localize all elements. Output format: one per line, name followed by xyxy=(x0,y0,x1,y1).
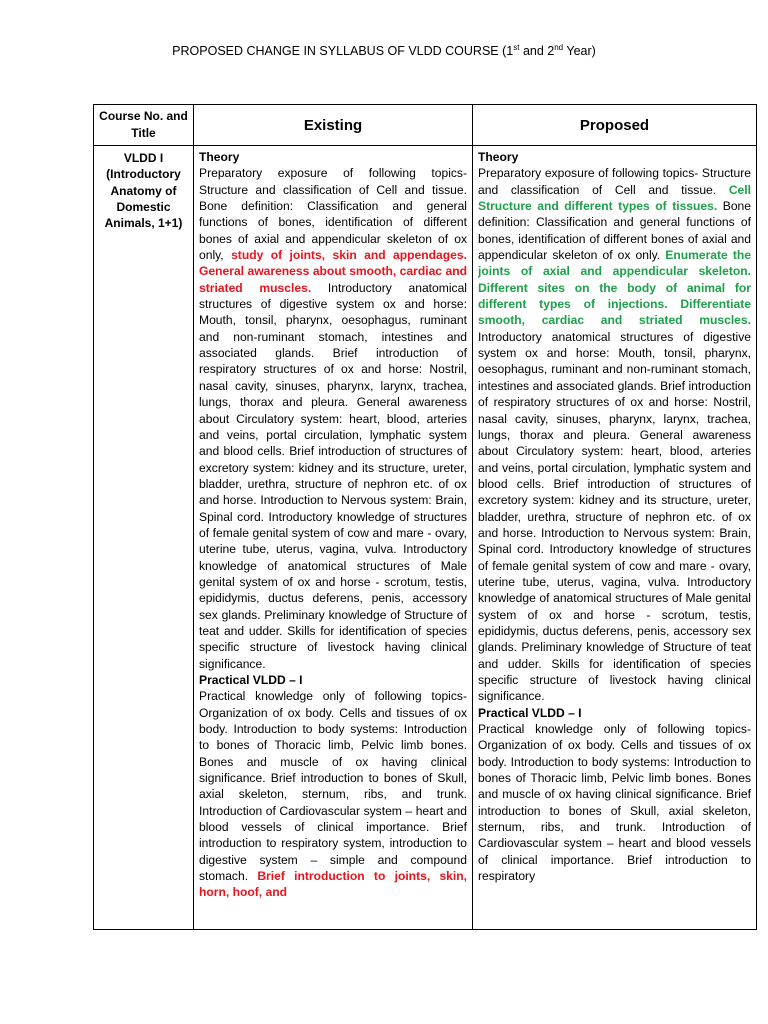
header-proposed: Proposed xyxy=(473,105,757,146)
header-course: Course No. and Title xyxy=(94,105,194,146)
existing-cell xyxy=(194,146,473,930)
existing-practical-highlight: Brief introduction to joints, skin, horn, hoof, and xyxy=(199,869,467,900)
existing-theory-highlight: study of joints, skin and appendages. General awareness about smooth, cardiac and striated muscles. xyxy=(199,248,467,295)
header-row xyxy=(94,105,757,146)
page-title: PROPOSED CHANGE IN SYLLABUS OF VLDD COURSE (1st and 2nd Year) xyxy=(172,43,596,59)
proposed-practical-text: Practical knowledge only of following topics- Organization of ox body. Cells and tissues of ox body. Introduction to body systems: Introduction to bones of Thoracic limb, Pelvic limb bones. Bones and muscle of ox having clinical significance. Brief introduction to bones of Skull, axial skeleton, sternum, ribs, and trunk. Introduction of Cardiovascular system – heart and blood vessels of clinical importance. Brief introduction to respiratory xyxy=(478,722,751,884)
existing-theory-text: Preparatory exposure of following topics- Structure and classification of Cell and tissue. Bone definition: Classification and general functions of bones, identification of different bones of axial and appendicular skeleton of ox only, study of joints, skin and appendages. General awareness about smooth, cardiac and striated muscles. Introductory anatomical structures of digestive system ox and horse: Mouth, tonsil, pharynx, oesophagus, ruminant and non-ruminant stomach, intestines and associated glands. Brief introduction of respiratory structures of ox and horse: Nostril, nasal cavity, sinuses, pharynx, larynx, trachea, lungs, thorax and pleura. General awareness about Circulatory system: heart, blood, arteries and veins, portal circulation, lymphatic system and blood cells. Brief introduction of structures of excretory system: kidney and its structure, ureter, bladder, urethra, structure of nephron etc. of ox and horse. Introduction to Nervous system: Brain, Spinal cord. Introductory knowledge of structures of female genital system of cow and mare - ovary, uterine tube, uterus, vagina, vulva. Introductory knowledge of anatomical structures of Male genital system of ox and horse - scrotum, testis, epididymis, ductus deferens, penis, accessory sex glands. Preliminary knowledge of Structure of teat and udder. Skills for identification of species specific structure of livestock having clinical significance. xyxy=(199,166,467,671)
course-title: VLDD I (Introductory Anatomy of Domestic Animals, 1+1) xyxy=(94,146,194,930)
header-existing: Existing xyxy=(194,105,473,146)
existing-practical-text: Practical knowledge only of following topics- Organization of ox body. Cells and tissues of ox body. Introduction to body systems: Introduction to bones of Thoracic limb, Pelvic limb bones. Bones and muscle of ox having clinical significance. Brief introduction to bones of Skull, axial skeleton, sternum, ribs, and trunk. Introduction of Cardiovascular system – heart and blood vessels of clinical importance. Brief introduction to respiratory system, introduction to digestive system – simple and compound stomach. Brief introduction to joints, skin, horn, hoof, and xyxy=(199,689,467,900)
proposed-practical-heading: Practical VLDD – I xyxy=(478,705,582,720)
proposed-theory-heading: Theory xyxy=(478,150,519,164)
proposed-theory-text: Preparatory exposure of following topics- Structure and classification of Cell and tissue. Cell Structure and different types of tissues. Bone definition: Classification and general functions of bones, identification of different bones of axial and appendicular skeleton of ox only. Enumerate the joints of axial and appendicular skeleton. Different sites on the body of animal for different types of injections. Differentiate smooth, cardiac and striated muscles. Introductory anatomical structures of digestive system ox and horse: Mouth, tonsil, pharynx, oesophagus, ruminant and non-ruminant stomach, intestines and associated glands. Brief introduction of respiratory structures of ox and horse: Nostril, nasal cavity, sinuses, pharynx, larynx, trachea, lungs, thorax and pleura. General awareness about Circulatory system: heart, blood, arteries and veins, portal circulation, lymphatic system and blood cells. Brief introduction of structures of excretory system: kidney and its structure, ureter, bladder, urethra, structure of nephron etc. of ox and horse. Introduction to Nervous system: Brain, Spinal cord. Introductory knowledge of structures of female genital system of cow and mare - ovary, uterine tube, uterus, vagina, vulva. Introductory knowledge of anatomical structures of Male genital system of ox and horse - scrotum, testis, epididymis, ductus deferens, penis, accessory sex glands. Preliminary knowledge of Structure of teat and udder. Skills for identification of species specific structure of livestock having clinical significance. xyxy=(478,166,751,704)
proposed-theory-highlight-2: Enumerate the joints of axial and appendicular skeleton. Different sites on the body of animal for different types of injections. Differentiate smooth, cardiac and striated muscles. xyxy=(478,248,751,328)
proposed-theory-highlight-1: Cell Structure and different types of tissues. xyxy=(478,182,751,214)
syllabus-table xyxy=(93,104,757,930)
existing-theory-heading: Theory xyxy=(199,150,240,164)
proposed-cell xyxy=(473,146,757,930)
existing-practical-heading: Practical VLDD – I xyxy=(199,673,303,687)
table-row xyxy=(94,146,757,930)
